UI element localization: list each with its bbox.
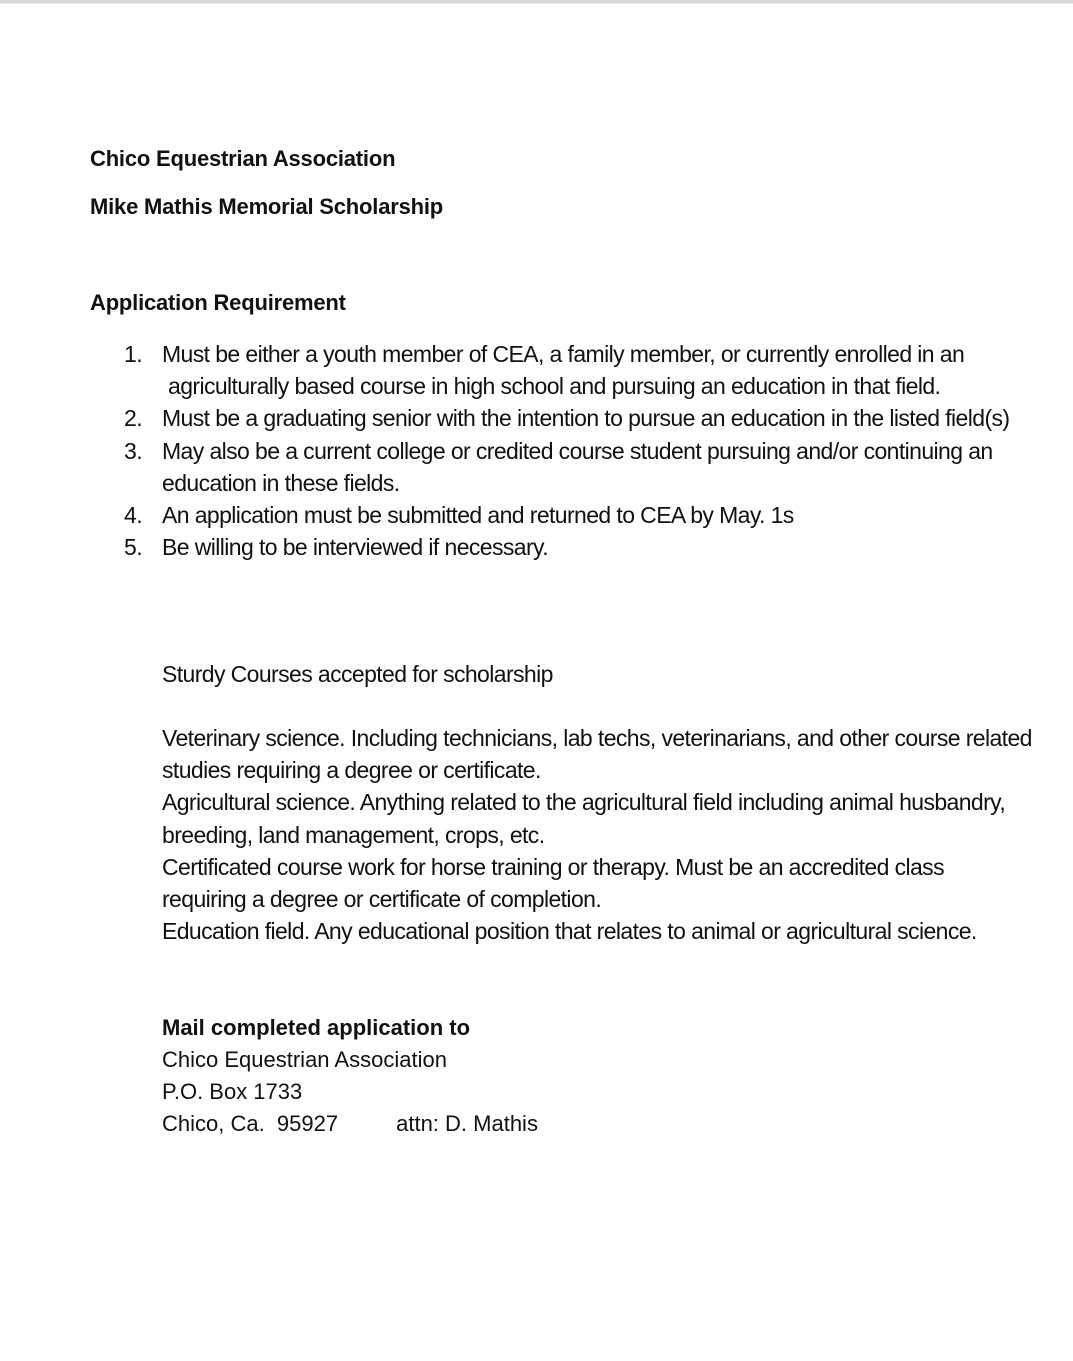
scholarship-title: Mike Mathis Memorial Scholarship <box>90 194 444 219</box>
requirement-item <box>124 402 1024 434</box>
mail-city-line <box>162 1108 538 1140</box>
requirement-text: Must be either a youth member of CEA, a family member, or currently enrolled in an agriculturally based course in high school and pursuing an education in that field. <box>162 341 965 400</box>
requirement-text: Be willing to be interviewed if necessary. <box>162 534 549 561</box>
requirement-item <box>124 435 1024 499</box>
requirement-number: 3. <box>124 437 142 464</box>
course-entry: Certificated course work for horse training or therapy. Must be an accredited class requiring a degree or certificate of completion. <box>162 853 944 913</box>
mail-recipient: Chico Equestrian Association <box>162 1047 447 1072</box>
mail-heading: Mail completed application to <box>162 1015 471 1040</box>
requirement-number: 1. <box>124 341 142 367</box>
requirement-item <box>124 531 1024 563</box>
course-entry: Veterinary science. Including technicians, lab techs, veterinarians, and other course related studies requiring a degree or certificate. <box>162 725 1032 784</box>
requirement-number: 5. <box>124 534 142 561</box>
course-entry: Agricultural science. Anything related to the agricultural field including animal husbandry, breeding, land management, crops, etc. <box>162 789 1006 848</box>
courses-list <box>162 722 1032 947</box>
mailing-address <box>162 1012 538 1140</box>
requirements-heading: Application Requirement <box>90 290 346 315</box>
mail-attn: attn: D. Mathis <box>396 1111 538 1136</box>
requirement-item <box>124 338 1024 402</box>
organization-title: Chico Equestrian Association <box>90 146 396 171</box>
requirement-text: May also be a current college or credited course student pursuing and/or continuing an education in these fields. <box>162 437 993 496</box>
mail-city-state-zip: Chico, Ca. 95927 <box>162 1111 339 1136</box>
requirement-text: Must be a graduating senior with the intention to pursue an education in the listed field(s) <box>162 405 1010 432</box>
requirements-list <box>124 338 1024 563</box>
requirement-number: 4. <box>124 502 142 529</box>
course-entry: Education field. Any educational position that relates to animal or agricultural science. <box>162 918 977 945</box>
requirement-text: An application must be submitted and returned to CEA by May. 1s <box>162 502 794 529</box>
requirement-number: 2. <box>124 405 142 432</box>
courses-heading: Sturdy Courses accepted for scholarship <box>162 661 553 687</box>
viewer-top-edge <box>0 0 1073 4</box>
requirement-item <box>124 499 1024 531</box>
mail-po-box: P.O. Box 1733 <box>162 1079 303 1104</box>
